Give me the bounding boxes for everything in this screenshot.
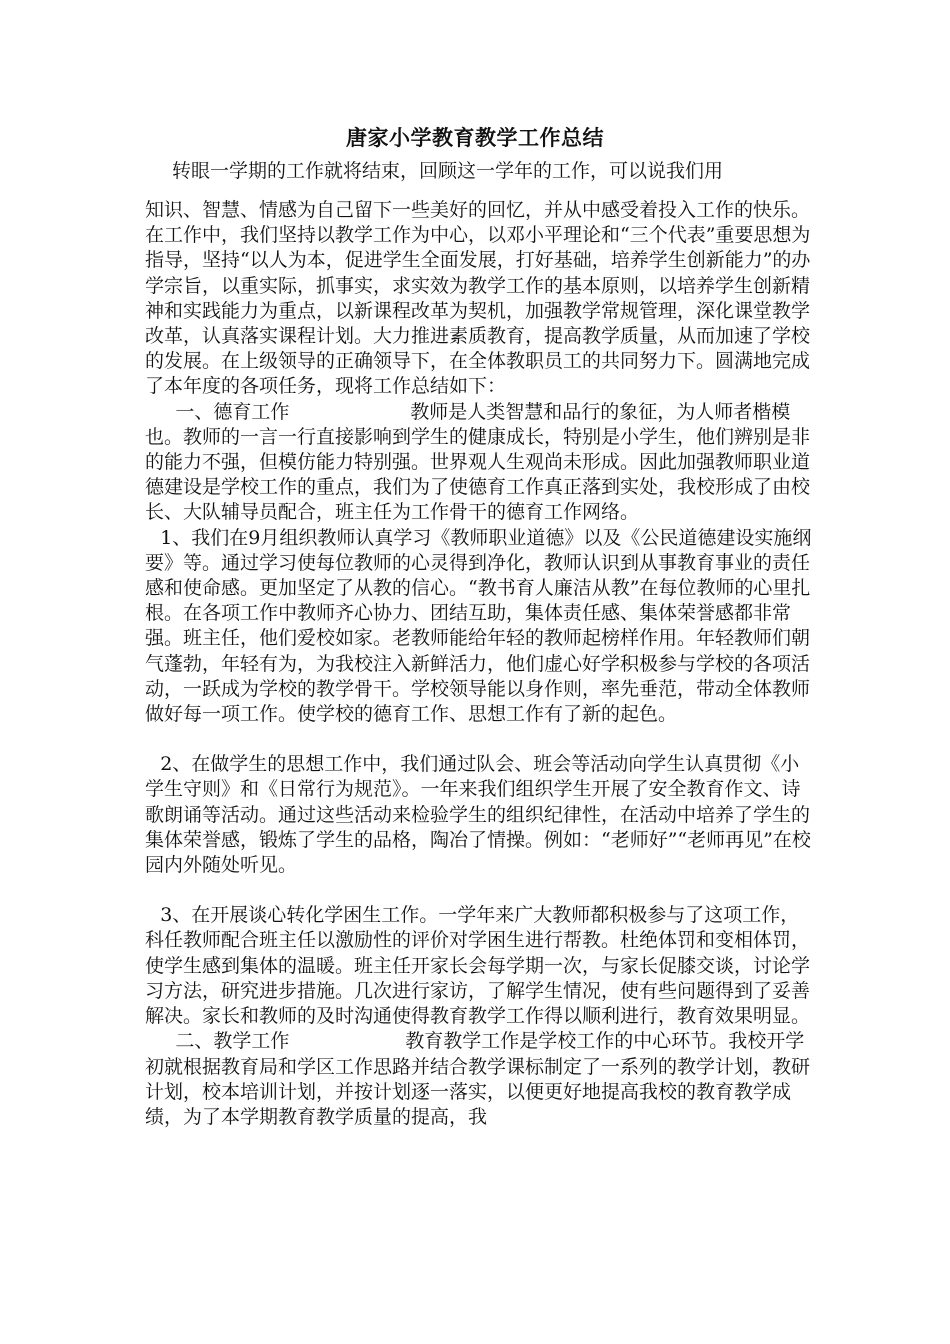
intro-first-line: 转眼一学期的工作就将结束，回顾这一学年的工作，可以说我们用 [172,160,724,182]
intro-paragraph: 知识、智慧、情感为自己留下一些美好的回忆，并从中感受着投入工作的快乐。在工作中，我们坚持以教学工作为中心，以邓小平理论和“三个代表”重要思想为指导，坚持“以人为本，促进学生全面发展，打好基础，培养学生创新能力”的办学宗旨，以重实际，抓事实，求实效为教学工作的基本原则，以培养学生创新精神和实践能力为重点，以新课程改革为契机，加强教学常规管理，深化课堂教学改革，认真落实课程计划。大力推进素质教育，提高教学质量，从而加速了学校的发展。在上级领导的正确领导下，在全体教职员工的共同努力下。圆满地完成了本年度的各项任务，现将工作总结如下： [145,199,811,398]
section-2-text: 教育教学工作是学校工作的中心环节。我校开学初就根据教育局和学区工作思路并结合教学课标制定了一系列的教学计划，教研计划，校本培训计划，并按计划逐一落实，以便更好地提高我校的教育教学成绩，为了本学期教育教学质量的提高，我 [145,1030,811,1128]
paragraph-gap [145,878,815,903]
paragraph-gap [145,727,815,752]
section-2-heading: 二、教学工作 [175,1030,290,1053]
item-3-paragraph: 3、在开展谈心转化学困生工作。一学年来广大教师都积极参与了这项工作，科任教师配合班主任以激励性的评价对学困生进行帮教。杜绝体罚和变相体罚，使学生感到集体的温暖。班主任开家长会每学期一次，与家长促膝交谈，讨论学习方法，研究进步措施。几次进行家访，了解学生情况，使有些问题得到了妥善解决。家长和教师的及时沟通使得教育教学工作得以顺利进行，教育效果明显。 [145,904,811,1028]
section-1-text: 教师是人类智慧和品行的象征，为人师者楷模也。教师的一言一行直接影响到学生的健康成长，特别是小学生，他们辨别是非的能力不强，但模仿能力特别强。世界观人生观尚未形成。因此加强教师职业道德建设是学校工作的重点，我们为了使德育工作真正落到实处，我校形成了由校长、大队辅导员配合，班主任为工作骨干的德育工作网络。 [145,400,811,524]
section-1-heading: 一、德育工作 [175,400,290,423]
item-1-paragraph: 1、我们在9月组织教师认真学习《教师职业道德》以及《公民道德建设实施纲要》等。通过学习使每位教师的心灵得到净化，教师认识到从事教育事业的责任感和使命感。更加坚定了从教的信心。“教书育人廉洁从教”在每位教师的心里扎根。在各项工作中教师齐心协力、团结互助，集体责任感、集体荣誉感都非常强。班主任，他们爱校如家。老教师能给年轻的教师起榜样作用。年轻教师们朝气蓬勃，年轻有为，为我校注入新鲜活力，他们虚心好学积极参与学校的各项活动，一跃成为学校的教学骨干。学校领导能以身作则，率先垂范，带动全体教师做好每一项工作。使学校的德育工作、思想工作有了新的起色。 [145,526,812,726]
document-body [145,198,815,1130]
section-1-paragraph [145,400,815,526]
section-2-paragraph [145,1029,815,1130]
document-title: 唐家小学教育教学工作总结 [346,125,604,150]
item-2-paragraph: 2、在做学生的思想工作中，我们通过队会、班会等活动向学生认真贯彻《小学生守则》和《日常行为规范》。一年来我们组织学生开展了安全教育作文、诗歌朗诵等活动。通过这些活动来检验学生的组织纪律性，在活动中培养了学生的集体荣誉感，锻炼了学生的品格，陶冶了情操。例如：“老师好”“老师再见”在校园内外随处听见。 [145,753,811,877]
